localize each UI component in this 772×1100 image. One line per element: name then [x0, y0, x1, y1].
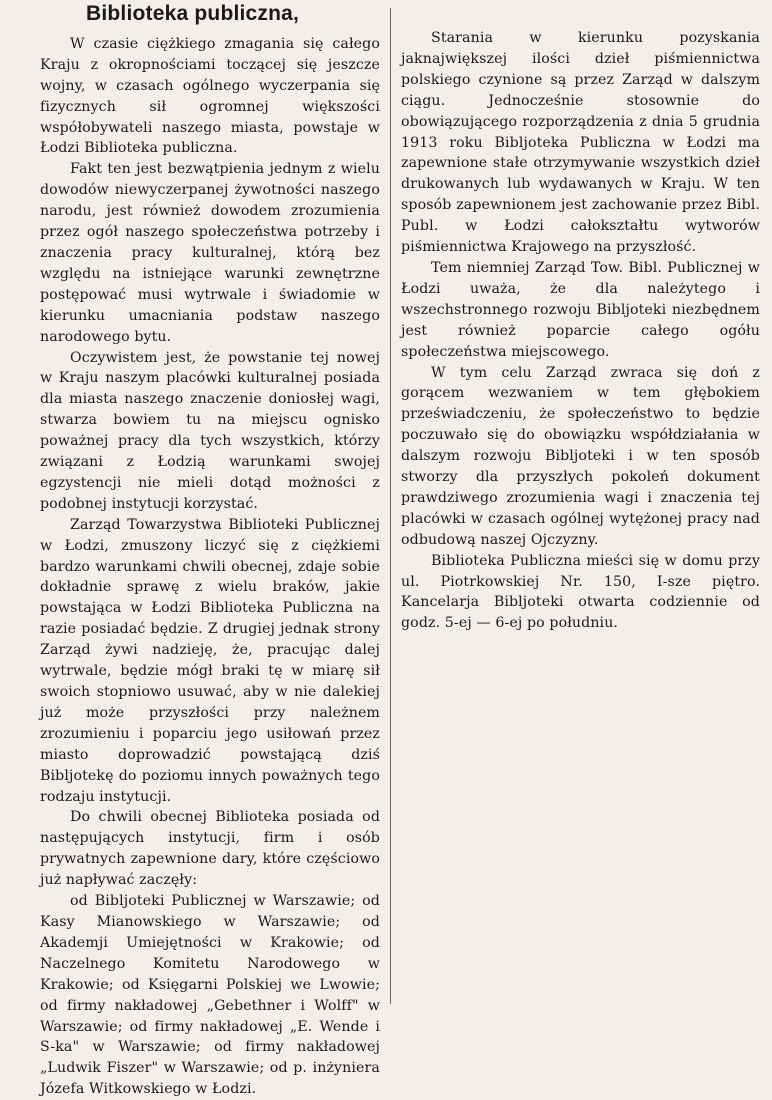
paragraph: Tem niemniej Zarząd Tow. Bibl. Publicznej w Łodzi uważa, że dla należytego i wszechstronnego rozwoju Bibljoteki niezbędnem jest również poparcie całego ogółu społeczeństwa miejscowego.	[401, 259, 760, 360]
donors-text: od Bibljoteki Publicznej w Warszawie; od Kasy Mianowskiego w Warszawie; od Akademji Umiejętności w Krakowie; od Naczelnego Komitetu Narodowego w Krakowie; od Księgarni Polskiej we Lwowie; od firmy nakładowej „Gebethner i Wolff" w Warszawie; od firmy nakładowej „E. Wende i S-ka" w Warszawie; od firmy nakładowej „Ludwik Fiszer" w Warszawie; od p. inżyniera Józefa Witkowskiego w Łodzi.	[40, 893, 380, 1098]
paragraph: W tym celu Zarząd zwraca się doń z gorącem wezwaniem w tem głębokiem przeświadczeniu, że społeczeństwo to będzie poczuwało się do obowiązku współdziałania w dalszym rozwoju Bibljoteki i w ten sposób stworzy dla przyszłych pokoleń dokument prawdziwego zrozumienia wagi i znaczenia tej placówki w czasach ogólnej wytężonej pracy nad odbudową naszej Ojczyzny.	[401, 364, 760, 548]
paragraph: Zarząd Towarzystwa Biblioteki Publicznej w Łodzi, zmuszony liczyć się z ciężkiemi bardzo warunkami chwili obecnej, zdaje sobie dokładnie sprawę z wielu braków, jakie powstająca w Łodzi Biblioteka Publiczna na razie posiadać będzie. Z drugiej jednak strony Zarząd żywi nadzieję, że, pracując dalej wytrwale, będzie mógł braki tę w miarę sił swoich stopniowo usuwać, aby w nie dalekiej już może przyszłości przy należnem zrozumieniu i poparciu jego usiłowań przez miasto doprowadzić powstającą dziś Bibljotekę do poziomu innych poważnych tego rodzaju instytucji.	[40, 516, 380, 805]
column-divider	[390, 8, 391, 1004]
paragraph: Oczywistem jest, że powstanie tej nowej w Kraju naszym placówki kulturalnej posiada dla miasta naszego znaczenie doniosłej wagi, stwarza bowiem tu na miejscu ognisko poważnej pracy dla tych wszystkich, którzy związani z Łodzią warunkami swojej egzystencji nie mieli dotąd możności z podobnej instytucji korzystać.	[40, 349, 380, 512]
paragraph: Fakt ten jest bezwątpienia jednym z wielu dowodów niewyczerpanej żywotności naszego narodu, jest również dowodem zrozumienia przez ogół naszego społeczeństwa potrzeby i znaczenia pracy kulturalnej, którą bez względu na istniejące warunki zewnętrzne postępować musi wytrwale i świadomie w kierunku umacniania podstaw naszego narodowego bytu.	[40, 161, 380, 345]
left-column	[40, 0, 380, 1100]
donors-list	[40, 891, 380, 1100]
paragraph: Biblioteka Publiczna mieści się w domu przy ul. Piotrkowskiej Nr. 150, I-sze piętro. Kancelarja Bibljoteki otwarta codziennie od godz. 5-ej — 6-ej po południu.	[401, 552, 760, 632]
article-title: Biblioteka publiczna,	[86, 2, 300, 25]
paragraph: Starania w kierunku pozyskania jaknajwiększej ilości dzieł piśmiennictwa polskiego czynione są przez Zarząd w dalszym ciągu. Jednocześnie stosownie do obowiązującego rozporządzenia z dnia 5 grudnia 1913 roku Bibljoteka Publiczna w Łodzi ma zapewnione stałe otrzymywanie wszystkich dzieł drukowanych lub wydawanych w Kraju. W ten sposób zapewnionem jest zachowanie przez Bibl. Publ. w Łodzi całokształtu wytworów piśmiennictwa Krajowego na przyszłość.	[401, 30, 760, 256]
paragraph: W czasie ciężkiego zmagania się całego Kraju z okropnościami toczącej się jeszcze wojny, w czasach ogólnego wyczerpania się fizycznych sił ogromnej większości współobywateli naszego miasta, powstaje w Łodzi Biblioteka publiczna.	[40, 35, 380, 157]
paragraph: Do chwili obecnej Biblioteka posiada od następujących instytucji, firm i osób prywatnych zapewnione dary, które częściowo już napływać zaczęły:	[40, 809, 380, 889]
right-column	[401, 28, 760, 634]
